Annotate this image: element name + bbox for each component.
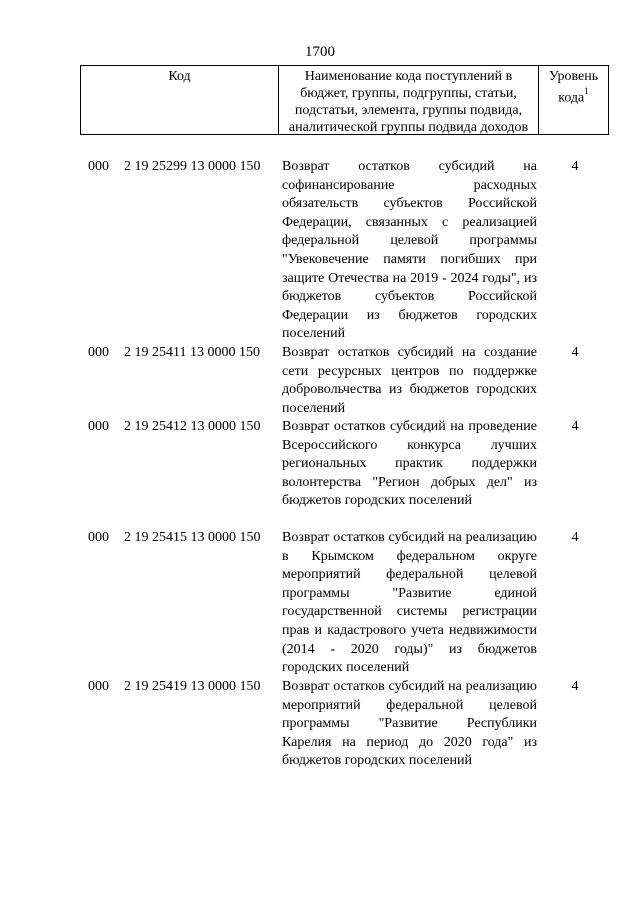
row-admin-code: 000 bbox=[88, 345, 109, 360]
row-name: Возврат остатков субсидий на проведение Всероссийского конкурса лучших региональных практик поддержки волонтерства "Регион добрых дел" из бюджетов городских поселений bbox=[282, 419, 537, 509]
row-admin-code: 000 bbox=[88, 419, 109, 434]
header-name: Наименование кода поступлений в бюджет, группы, подгруппы, статьи, подстатьи, элемента, группы подвида, аналитической группы подвида доходов bbox=[279, 66, 539, 134]
row-revenue-code: 2 19 25415 13 0000 150 bbox=[124, 530, 261, 545]
row-admin-code: 000 bbox=[88, 530, 109, 545]
row-revenue-code: 2 19 25419 13 0000 150 bbox=[124, 679, 261, 694]
row-name: Возврат остатков субсидий на софинансирование расходных обязательств субъектов Российской Федерации, связанных с реализацией федеральной целевой программы "Увековечение памяти погибших при защите Отечества на 2019 - 2024 годы", из бюджетов субъектов Российской Федерации из бюджетов городских поселений bbox=[282, 159, 537, 342]
row-revenue-code: 2 19 25299 13 0000 150 bbox=[124, 159, 261, 174]
page-number: 1700 bbox=[305, 44, 335, 60]
row-name: Возврат остатков субсидий на реализацию мероприятий федеральной целевой программы "Развитие Республики Карелия на период до 2020 года" из бюджетов городских поселений bbox=[282, 679, 537, 769]
header-level bbox=[539, 66, 608, 134]
row-level: 4 bbox=[571, 679, 579, 694]
row-level: 4 bbox=[571, 419, 579, 434]
header-code: Код bbox=[81, 66, 279, 134]
row-revenue-code: 2 19 25411 13 0000 150 bbox=[124, 345, 260, 360]
row-admin-code: 000 bbox=[88, 679, 109, 694]
header-level-footnote: 1 bbox=[584, 86, 589, 96]
row-level: 4 bbox=[571, 530, 579, 545]
row-admin-code: 000 bbox=[88, 159, 109, 174]
row-level: 4 bbox=[571, 345, 579, 360]
header-level-label: Уровень кода bbox=[548, 69, 599, 106]
row-name: Возврат остатков субсидий на реализацию в Крымском федеральном округе мероприятий федеральной целевой программы "Развитие единой государственной системы регистрации прав и кадастрового учета недвижимости (2014 - 2020 годы)" из бюджетов городских поселений bbox=[282, 530, 537, 676]
row-name: Возврат остатков субсидий на создание сети ресурсных центров по поддержке добровольчества из бюджетов городских поселений bbox=[282, 345, 537, 416]
row-revenue-code: 2 19 25412 13 0000 150 bbox=[124, 419, 261, 434]
table-header bbox=[80, 65, 609, 135]
row-level: 4 bbox=[571, 159, 579, 174]
